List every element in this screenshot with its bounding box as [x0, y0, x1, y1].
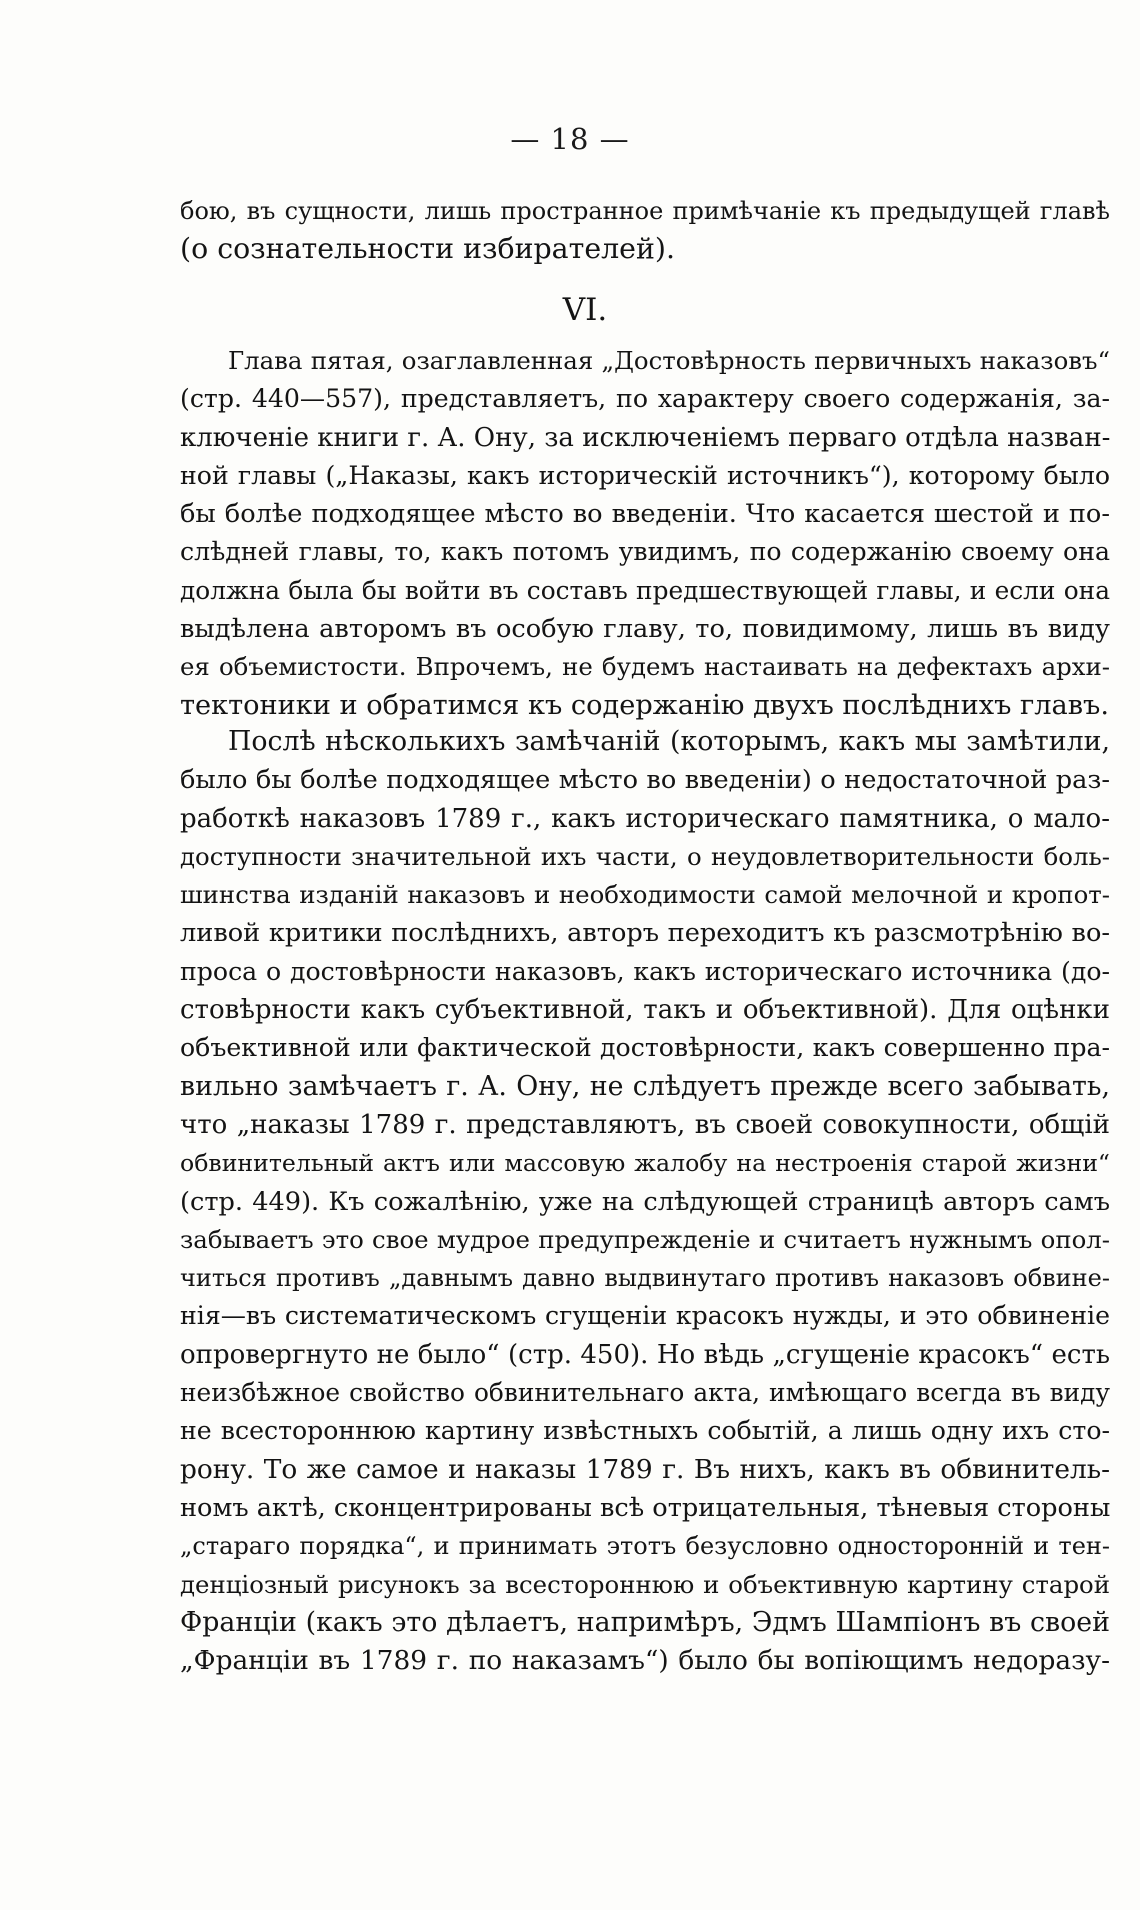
text-line: (о сознательности избирателей).: [180, 232, 675, 266]
text-line: Послѣ нѣсколькихъ замѣчаній (которымъ, какъ мы замѣтили,: [228, 726, 1110, 757]
text-line: вильно замѣчаетъ г. А. Ону, не слѣдуетъ прежде всего забывать,: [180, 1070, 1110, 1102]
text-line: проса о достовѣрности наказовъ, какъ историческаго источника (до-: [180, 956, 1110, 986]
text-line: было бы болѣе подходящее мѣсто во введеніи) о недостаточной раз-: [180, 765, 1110, 796]
text-line: номъ актѣ, сконцентрированы всѣ отрицательныя, тѣневыя стороны: [180, 1492, 1111, 1523]
continuation-paragraph: [180, 192, 1110, 269]
paragraph-chapter-five: [180, 342, 1110, 725]
text-line: Франціи (какъ это дѣлаетъ, напримѣръ, Эдмъ Шампіонъ въ своей: [180, 1606, 1110, 1638]
text-line: (стр. 449). Къ сожалѣнію, уже на слѣдующей страницѣ авторъ самъ: [180, 1186, 1110, 1217]
page-number: — 18 —: [510, 122, 630, 156]
text-line: опровергнуто не было“ (стр. 450). Но вѣдь „сгущеніе красокъ“ есть: [180, 1339, 1110, 1370]
text-line: ея объемистости. Впрочемъ, не будемъ настаивать на дефектахъ архи-: [180, 652, 1110, 682]
text-line: „стараго порядка“, и принимать этотъ безусловно односторонній и тен-: [180, 1532, 1110, 1561]
text-line: слѣдней главы, то, какъ потомъ увидимъ, по содержанію своему она: [180, 537, 1110, 567]
text-line: объективной или фактической достовѣрности, какъ совершенно пра-: [180, 1033, 1110, 1063]
text-line: бы болѣе подходящее мѣсто во введеніи. Что касается шестой и по-: [180, 499, 1110, 530]
text-line: должна была бы войти въ составъ предшествующей главы, и если она: [180, 575, 1110, 605]
text-line: рону. То же самое и наказы 1789 г. Въ нихъ, какъ въ обвинитель-: [180, 1453, 1110, 1485]
paragraph-reliability: [180, 723, 1110, 1680]
section-heading: VI.: [562, 292, 608, 328]
text-line: тектоники и обратимся къ содержанію двухъ послѣднихъ главъ.: [180, 689, 1109, 721]
text-line: ключеніе книги г. А. Ону, за исключеніемъ перваго отдѣла назван-: [180, 422, 1111, 453]
text-line: бою, въ сущности, лишь пространное примѣчаніе къ предыдущей главѣ: [180, 197, 1110, 225]
text-line: доступности значительной ихъ части, о неудовлетворительности боль-: [180, 841, 1110, 871]
text-line: ной главы („Наказы, какъ историческій источникъ“), которому было: [180, 460, 1110, 490]
text-line: Глава пятая, озаглавленная „Достовѣрность первичныхъ наказовъ“: [228, 346, 1110, 375]
text-line: выдѣлена авторомъ въ особую главу, то, повидимому, лишь въ виду: [180, 614, 1110, 645]
text-line: „Франціи въ 1789 г. по наказамъ“) было бы вопіющимъ недоразу-: [180, 1645, 1110, 1677]
text-line: что „наказы 1789 г. представляютъ, въ своей совокупности, общій: [180, 1109, 1110, 1140]
text-line: ливой критики послѣднихъ, авторъ переходитъ къ разсмотрѣнію во-: [180, 918, 1110, 949]
text-line: забываетъ это свое мудрое предупрежденіе и считаетъ нужнымъ опол-: [180, 1224, 1110, 1254]
text-line: читься противъ „давнымъ давно выдвинутаго противъ наказовъ обвине-: [180, 1264, 1110, 1293]
text-line: денціозный рисунокъ за всестороннюю и объективную картину старой: [180, 1569, 1110, 1599]
text-line: обвинительный актъ или массовую жалобу на нестроенія старой жизни“: [180, 1149, 1110, 1178]
text-line: стовѣрности какъ субъективной, такъ и объективной). Для оцѣнки: [180, 995, 1110, 1026]
text-line: шинства изданій наказовъ и необходимости самой мелочной и кропот-: [180, 880, 1110, 910]
text-line: нія—въ систематическомъ сгущеніи красокъ нужды, и это обвиненіе: [180, 1301, 1110, 1331]
text-line: работкѣ наказовъ 1789 г., какъ историческаго памятника, о мало-: [180, 803, 1110, 834]
text-line: (стр. 440—557), представляетъ, по характеру своего содержанія, за-: [180, 384, 1110, 414]
text-line: неизбѣжное свойство обвинительнаго акта, имѣющаго всегда въ виду: [180, 1378, 1110, 1408]
text-line: не всестороннюю картину извѣстныхъ событій, а лишь одну ихъ сто-: [180, 1416, 1110, 1446]
